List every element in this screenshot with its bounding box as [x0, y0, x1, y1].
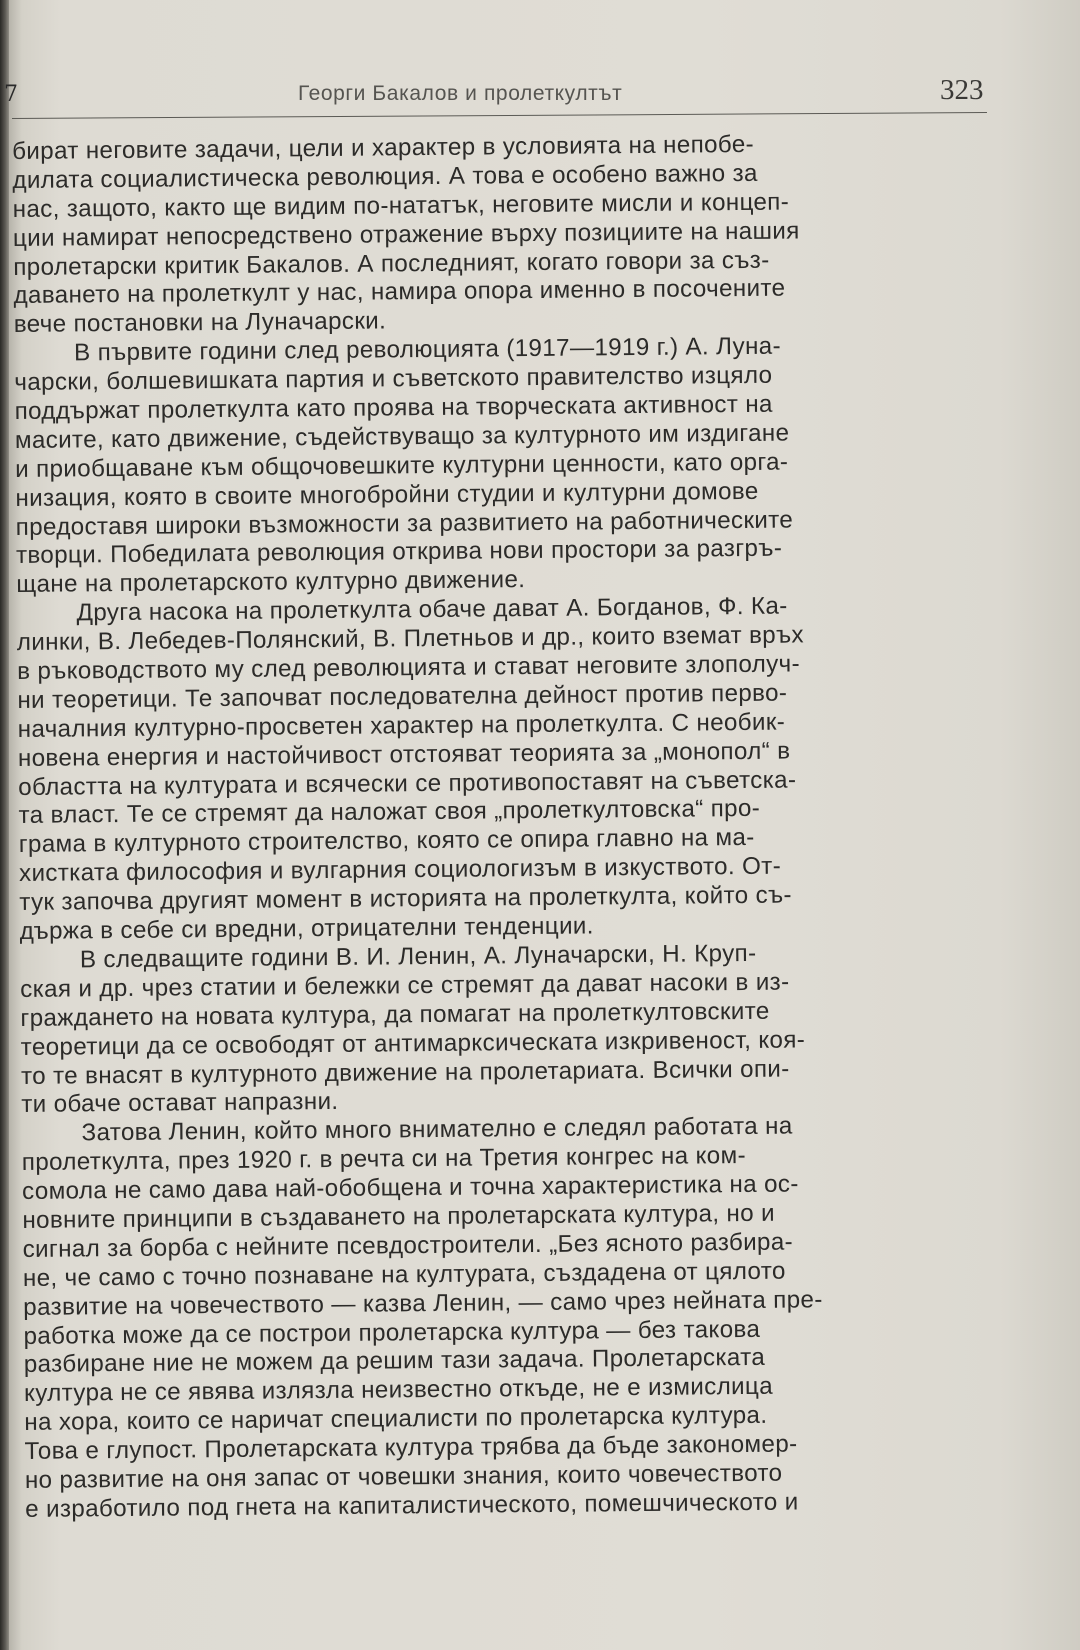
text-line: разбиране ние не можем да решим тази задача. Пролетарската	[23, 1344, 766, 1379]
text-line: областта на културата и всячески се противопоставят на съветска-	[18, 766, 797, 801]
paragraph	[16, 591, 1009, 947]
text-line: то те внасят в културното движение на пролетариата. Всички опи-	[20, 1055, 790, 1090]
text-line: бират неговите задачи, цели и характер в условията на непобе-	[12, 130, 755, 165]
text-line: сомола не само дава най-обобщена и точна характеристика на ос-	[21, 1170, 799, 1206]
text-line: та власт. Те се стремят да наложат своя „пролеткултовска“ про-	[18, 795, 761, 830]
text-line: е изработило под гнета на капиталистическото, помешчическото и	[25, 1488, 799, 1523]
text-line: ти обаче остават напразни.	[21, 1088, 339, 1119]
text-line: култура не се явява излязла неизвестно откъде, не е измислица	[23, 1373, 774, 1408]
page-number: 323	[940, 74, 984, 106]
text-line: даването на пролеткулт у нас, намира опора именно в посочените	[13, 275, 786, 310]
text-line: пролеткулта, през 1920 г. в речта си на Третия конгрес на ком-	[21, 1142, 747, 1177]
text-line: началния културно-просветен характер на пролеткулта. С необик-	[17, 708, 786, 743]
text-line: държа в себе си вредни, отрицателни тенденции.	[19, 912, 594, 946]
text-line: В следващите години В. И. Ленин, А. Луначарски, Н. Круп-	[79, 939, 757, 974]
text-line: развитие на човечеството — казва Ленин, — само чрез нейната пре-	[23, 1285, 823, 1321]
text-line: и приобщаване към общочовешките културни ценности, като орга-	[15, 448, 789, 483]
text-line: теоретици да се освободят от антимарксическата изкривеност, коя-	[20, 1026, 806, 1061]
text-line: ции намират непосредствено отражение върху позициите на нашия	[12, 217, 800, 252]
paragraph	[12, 128, 1004, 340]
text-line: на хора, които се наричат специалисти по пролетарска култура.	[24, 1401, 768, 1437]
text-line: предоставя широки възможности за развитието на работническите	[15, 506, 794, 541]
text-line: работка може да се построи пролетарска култура — без такова	[23, 1315, 761, 1350]
text-line: Това е глупост. Пролетарската култура трябва да бъде закономер-	[24, 1430, 798, 1466]
text-line: низация, която в своите многобройни студии и културни домове	[15, 477, 759, 512]
text-line: Затова Ленин, който много внимателно е следял работата на	[81, 1112, 793, 1147]
text-line: тук започва другият момент в историята на пролеткулта, който съ-	[19, 881, 793, 917]
header-rule	[12, 112, 987, 119]
paragraph	[14, 331, 1006, 601]
text-line: дилата социалистическа революция. А това е особено важно за	[12, 159, 758, 194]
paragraph	[21, 1111, 1015, 1525]
text-line: В първите години след революцията (1917—1919 г.) А. Луна-	[73, 332, 782, 367]
text-line: линки, В. Лебедев-Полянский, В. Плетньов и др., които вземат връх	[16, 621, 805, 657]
text-line: граждането на новата култура, да помагат на пролеткултовските	[20, 997, 770, 1032]
text-line: творци. Победилата революция открива нови простори за разгръ-	[15, 535, 783, 570]
text-line: нас, защото, както ще видим по-нататък, неговите мисли и концеп-	[12, 188, 790, 223]
text-line: в ръководството му след революцията и стават неговите злополуч-	[16, 650, 801, 686]
running-head-title: Георги Бакалов и пролеткултът	[298, 82, 623, 105]
text-line: ни теоретици. Те започват последователна дейност против перво-	[17, 679, 788, 714]
body-text	[12, 128, 1015, 1524]
text-line: вече постановки на Луначарски.	[13, 307, 387, 339]
text-line: новена енергия и настойчивост отстояват теорията за „монопол“ в	[17, 737, 791, 772]
text-line: Друга насока на пролеткулта обаче дават А. Богданов, Ф. Ка-	[76, 592, 788, 627]
text-line: хистката философия и вулгарния социологизъм в изкуството. От-	[18, 852, 782, 888]
text-line: ская и др. чрез статии и бележки се стремят да дават насоки в из-	[20, 968, 790, 1003]
facing-page-fragment: 7	[4, 82, 18, 107]
text-line: сигнал за борба с нейните псевдостроители. „Без ясното разбира-	[22, 1228, 794, 1263]
text-line: но развитие на оня запас от човешки знания, които човечеството	[24, 1459, 783, 1494]
text-line: масите, като движение, съдействуващо за културното им издигане	[14, 419, 790, 454]
text-line: чарски, болшевишката партия и съветското правителство изцяло	[14, 361, 773, 397]
text-line: грама в културното строителство, която се опира главно на ма-	[18, 824, 755, 859]
running-head	[0, 70, 1000, 110]
text-line: новните принципи в създаването на пролетарската култура, но и	[22, 1199, 776, 1234]
text-line: поддържат пролеткулта като проява на творческата активност на	[14, 390, 773, 426]
paragraph	[20, 937, 1012, 1120]
text-line: пролетарски критик Бакалов. А последният, когато говори за съз-	[13, 246, 770, 281]
book-spine-shadow	[0, 0, 9, 1650]
text-line: не, че само с точно познаване на културата, създадена от цялото	[22, 1257, 786, 1292]
text-line: щане на пролетарското културно движение.	[16, 566, 526, 599]
